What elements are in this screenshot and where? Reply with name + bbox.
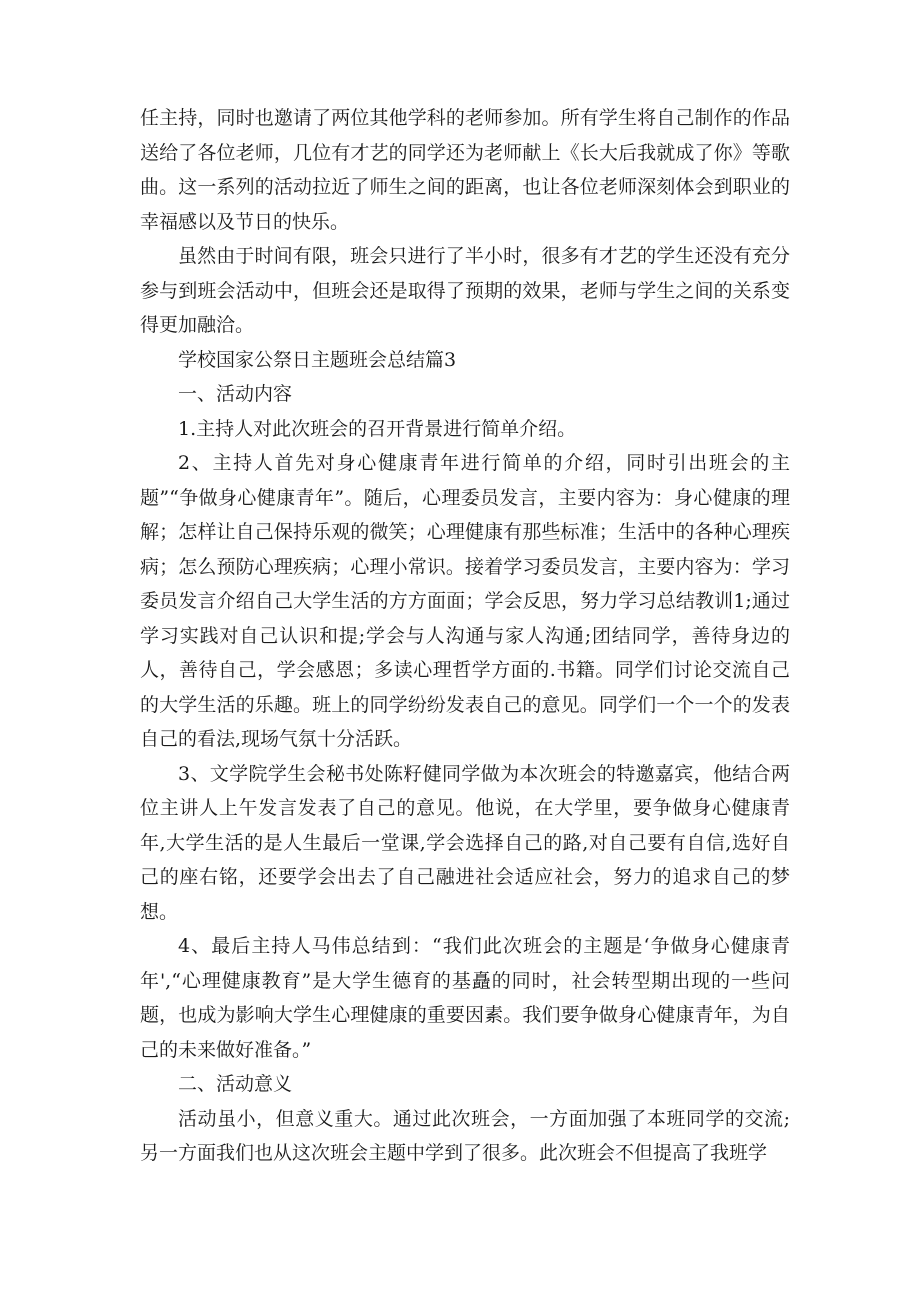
paragraph-summary: 虽然由于时间有限，班会只进行了半小时，很多有才艺的学生还没有充分参与到班会活动中，但班会还是取得了预期的效果，老师与学生之间的关系变得更加融洽。 [140, 245, 790, 336]
list-item-2: 2、主持人首先对身心健康青年进行简单的介绍，同时引出班会的主题”“争做身心健康青年”。随后，心理委员发言，主要内容为：身心健康的理解；怎样让自己保持乐观的微笑；心理健康有那些标准；生活中的各种心理疾病；怎么预防心理疾病；心理小常识。接着学习委员发言，主要内容为：学习委员发言介绍自己大学生活的方方面面；学会反思，努力学习总结教训1;通过学习实践对自己认识和提;学会与人沟通与家人沟通;团结同学，善待身边的人，善待自己，学会感恩；多读心理哲学方面的.书籍。同学们讨论交流自己的大学生活的乐趣。班上的同学纷纷发表自己的意见。同学们一个一个的发表自己的看法,现场气氛十分活跃。 [140, 452, 790, 750]
paragraph-continuation: 任主持，同时也邀请了两位其他学科的老师参加。所有学生将自己制作的作品送给了各位老师，几位有才艺的同学还为老师献上《长大后我就成了你》等歌曲。这一系列的活动拉近了师生之间的距离，也让各位老师深刻体会到职业的幸福感以及节日的快乐。 [140, 107, 790, 233]
heading-activity-meaning: 二、活动意义 [178, 1073, 293, 1095]
section-title: 学校国家公祭日主题班会总结篇3 [178, 348, 457, 371]
list-item-4: 4、最后主持人马伟总结到：“我们此次班会的主题是‘争做身心健康青年',“心理健康教育”是大学生德育的基矗的同时，社会转型期出现的一些问题，也成为影响大学生心理健康的重要因素。我们要争做身心健康青年，为自己的未来做好准备。” [140, 935, 790, 1061]
paragraph-meaning: 活动虽小，但意义重大。通过此次班会，一方面加强了本班同学的交流;另一方面我们也从这次班会主题中学到了很多。此次班会不但提高了我班学 [140, 1107, 790, 1164]
heading-activity-content: 一、活动内容 [178, 383, 293, 405]
list-item-3: 3、文学院学生会秘书处陈籽健同学做为本次班会的特邀嘉宾，他结合两位主讲人上午发言发表了自己的意见。他说，在大学里，要争做身心健康青年,大学生活的是人生最后一堂课,学会选择自己的路,对自己要有自信,选好自己的座右铭，还要学会出去了自己融进社会适应社会，努力的追求自己的梦想。 [140, 762, 790, 923]
document-body [140, 101, 790, 1171]
list-item-1: 1.主持人对此次班会的召开背景进行简单介绍。 [178, 417, 577, 440]
